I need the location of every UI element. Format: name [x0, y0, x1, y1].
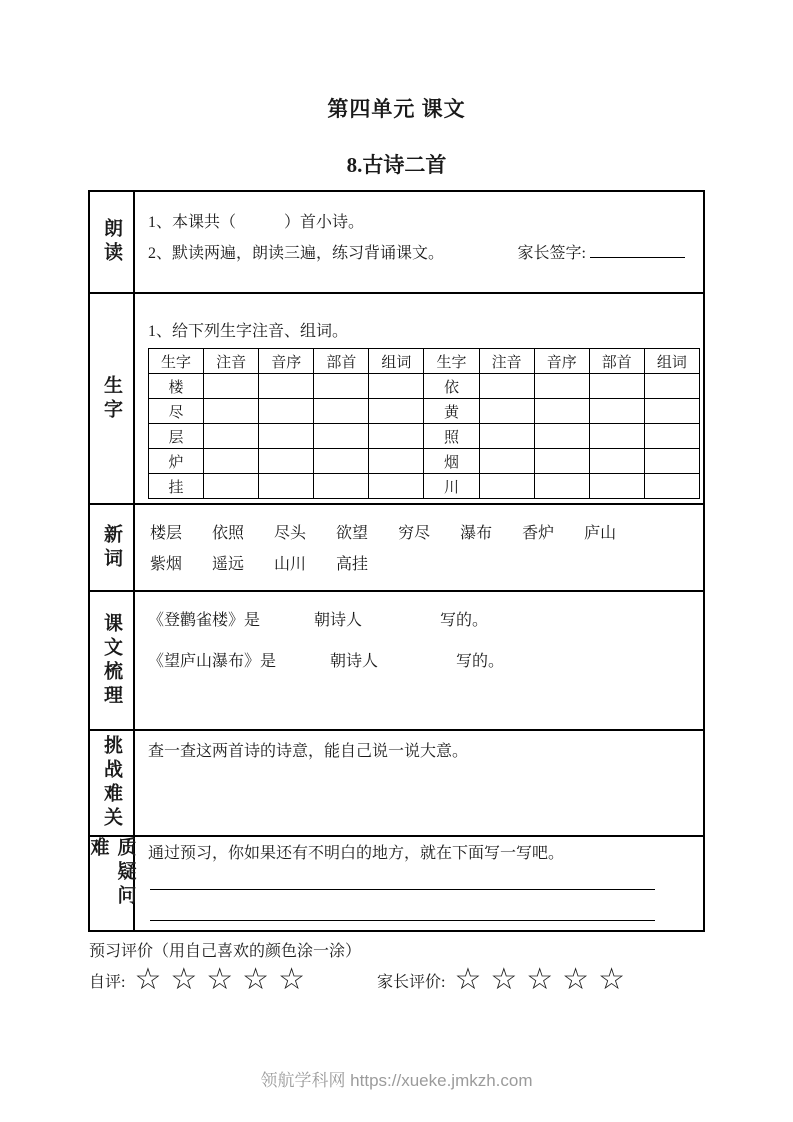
empty-cell	[314, 474, 369, 499]
char-cell: 川	[424, 474, 479, 499]
kewen-segment: 写的。	[440, 612, 489, 629]
char-cell: 层	[149, 424, 204, 449]
empty-cell	[479, 449, 534, 474]
kewen-segment: 朝诗人	[330, 653, 379, 670]
shengzi-header-row	[149, 349, 700, 374]
star-icon: ☆	[598, 963, 625, 996]
zhiyi-line1: 通过预习，你如果还有不明白的地方，就在下面写一写吧。	[148, 845, 565, 862]
xinci-line1	[150, 522, 703, 546]
section-langdu	[90, 192, 703, 292]
empty-cell	[479, 424, 534, 449]
shengzi-row	[149, 449, 700, 474]
shengzi-row	[149, 374, 700, 399]
eval-title: 预习评价（用自己喜欢的颜色涂一涂）	[89, 943, 362, 960]
empty-cell	[369, 399, 424, 424]
col-header: 生字	[424, 349, 479, 374]
char-cell: 照	[424, 424, 479, 449]
empty-cell	[259, 474, 314, 499]
xinci-line2	[150, 553, 703, 577]
section-xinci-content	[135, 505, 703, 590]
empty-cell	[259, 449, 314, 474]
empty-cell	[369, 474, 424, 499]
section-shengzi-content	[135, 294, 703, 503]
char-cell: 楼	[149, 374, 204, 399]
empty-cell	[589, 474, 644, 499]
col-header: 音序	[534, 349, 589, 374]
kewen-line2	[148, 650, 703, 674]
section-kewenshuli-label-cell	[90, 592, 135, 729]
empty-cell	[314, 374, 369, 399]
empty-cell	[589, 424, 644, 449]
empty-cell	[369, 374, 424, 399]
section-zhiyi	[87, 835, 703, 930]
empty-cell	[479, 374, 534, 399]
langdu-line2-text: 2、默读两遍，朗读三遍，练习背诵课文。	[148, 245, 445, 262]
empty-cell	[479, 474, 534, 499]
empty-cell	[314, 449, 369, 474]
word: 瀑布	[460, 525, 493, 542]
parent-sign-label: 家长签字:	[517, 245, 586, 262]
kewen-segment: 《登鹳雀楼》是	[148, 612, 261, 629]
col-header: 组词	[369, 349, 424, 374]
section-zhiyi-content	[135, 837, 703, 930]
star-icon: ☆	[242, 963, 270, 996]
section-xinci-label: 新词	[101, 523, 122, 572]
empty-cell	[259, 424, 314, 449]
empty-cell	[534, 399, 589, 424]
col-header: 组词	[644, 349, 699, 374]
word: 尽头	[274, 525, 307, 542]
star-icon: ☆	[134, 963, 162, 996]
answer-blank-line	[150, 920, 655, 921]
empty-cell	[204, 374, 259, 399]
eval-star-row	[89, 960, 625, 1000]
self-eval-label: 自评:	[89, 973, 126, 991]
section-zhiyi-label: 质疑问难	[87, 837, 136, 909]
kewen-segment: 写的。	[456, 653, 505, 670]
section-langdu-label: 朗读	[101, 218, 122, 266]
word: 遥远	[212, 556, 245, 573]
parent-sign-group	[518, 242, 685, 266]
section-zhiyi-label-cell	[87, 837, 136, 930]
section-shengzi	[90, 292, 703, 503]
answer-blank-line	[150, 889, 655, 890]
star-icon: ☆	[454, 963, 482, 996]
empty-cell	[479, 399, 534, 424]
char-cell: 炉	[149, 449, 204, 474]
parent-eval-label: 家长评价:	[376, 973, 446, 991]
section-langdu-label-cell	[90, 192, 135, 292]
section-kewenshuli-label: 课文梳理	[101, 612, 122, 709]
star-icon: ☆	[206, 963, 234, 996]
worksheet-table	[88, 190, 705, 932]
star-icon: ☆	[526, 963, 554, 996]
word: 紫烟	[150, 556, 183, 573]
shengzi-row	[149, 474, 700, 499]
section-tiaozhan	[90, 729, 703, 835]
section-tiaozhan-label-cell	[90, 731, 135, 835]
section-xinci	[90, 503, 703, 590]
empty-cell	[534, 449, 589, 474]
watermark-text: 领航学科网 https://xueke.jmkzh.com	[260, 1071, 533, 1090]
parent-sign-blank	[590, 244, 685, 258]
col-header: 部首	[314, 349, 369, 374]
word: 欲望	[336, 525, 369, 542]
empty-cell	[204, 399, 259, 424]
empty-cell	[369, 449, 424, 474]
kewen-segment: 朝诗人	[314, 612, 363, 629]
empty-cell	[589, 449, 644, 474]
section-xinci-label-cell	[90, 505, 135, 590]
char-cell: 依	[424, 374, 479, 399]
kewen-line1	[148, 609, 703, 633]
star-icon: ☆	[278, 963, 305, 996]
empty-cell	[644, 374, 699, 399]
empty-cell	[534, 474, 589, 499]
char-cell: 黄	[424, 399, 479, 424]
word: 穷尽	[398, 525, 431, 542]
col-header: 音序	[259, 349, 314, 374]
section-kewenshuli-content	[135, 592, 703, 729]
star-icon: ☆	[562, 963, 590, 996]
empty-cell	[204, 449, 259, 474]
section-tiaozhan-label: 挑战难关	[101, 735, 122, 831]
empty-cell	[204, 424, 259, 449]
char-cell: 尽	[149, 399, 204, 424]
langdu-line1: 1、本课共（ ）首小诗。	[148, 214, 365, 231]
kewen-segment: 《望庐山瀑布》是	[148, 653, 277, 670]
word: 高挂	[336, 556, 369, 573]
lesson-title: 8.古诗二首	[346, 153, 447, 177]
shengzi-row	[149, 399, 700, 424]
section-langdu-content	[135, 192, 703, 292]
empty-cell	[644, 399, 699, 424]
empty-cell	[259, 399, 314, 424]
shengzi-character-table	[148, 348, 700, 499]
empty-cell	[204, 474, 259, 499]
section-kewenshuli	[90, 590, 703, 729]
section-tiaozhan-content	[135, 731, 703, 835]
empty-cell	[314, 424, 369, 449]
col-header: 注音	[204, 349, 259, 374]
empty-cell	[314, 399, 369, 424]
word: 山川	[274, 556, 307, 573]
unit-title: 第四单元 课文	[327, 97, 466, 121]
shengzi-row	[149, 424, 700, 449]
word: 楼层	[150, 525, 183, 542]
shengzi-intro: 1、给下列生字注音、组词。	[148, 323, 349, 340]
empty-cell	[259, 374, 314, 399]
section-shengzi-label: 生字	[101, 374, 122, 423]
section-shengzi-label-cell	[90, 294, 135, 503]
col-header: 生字	[149, 349, 204, 374]
empty-cell	[589, 399, 644, 424]
char-cell: 挂	[149, 474, 204, 499]
star-icon: ☆	[170, 963, 198, 996]
empty-cell	[644, 424, 699, 449]
col-header: 注音	[479, 349, 534, 374]
empty-cell	[644, 474, 699, 499]
empty-cell	[534, 374, 589, 399]
word: 香炉	[522, 525, 555, 542]
word: 依照	[212, 525, 245, 542]
empty-cell	[644, 449, 699, 474]
word: 庐山	[584, 525, 617, 542]
empty-cell	[534, 424, 589, 449]
langdu-line2	[148, 242, 689, 266]
tiaozhan-line1: 查一查这两首诗的诗意，能自己说一说大意。	[148, 743, 469, 760]
star-icon: ☆	[490, 963, 518, 996]
char-cell: 烟	[424, 449, 479, 474]
col-header: 部首	[589, 349, 644, 374]
empty-cell	[589, 374, 644, 399]
empty-cell	[369, 424, 424, 449]
